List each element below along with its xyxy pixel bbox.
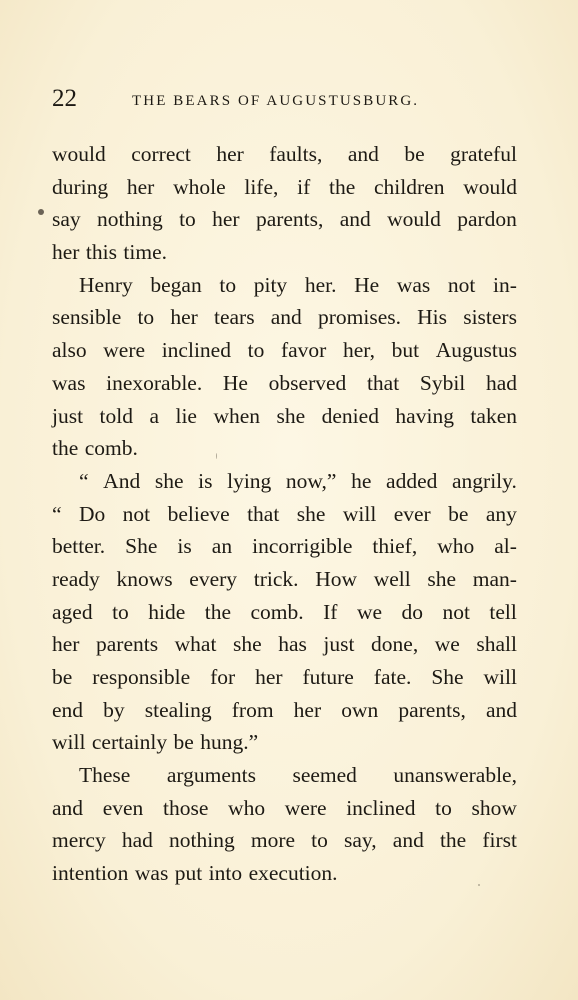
text-line: mercy had nothing more to say, and the first xyxy=(52,828,517,853)
text-line: be responsible for her future fate. She will xyxy=(52,665,517,689)
text-line: end by stealing from her own parents, and xyxy=(52,697,517,722)
ink-speck xyxy=(38,209,44,215)
text-line: intention was put into execution. xyxy=(52,861,338,886)
text-line: was inexorable. He observed that Sybil had xyxy=(52,370,517,395)
text-line: Henry began to pity her. He was not in- xyxy=(79,272,517,297)
ink-speck xyxy=(478,884,480,886)
text-line: aged to hide the comb. If we do not tell xyxy=(52,599,517,624)
text-line: better. She is an incorrigible thief, who al- xyxy=(52,534,517,559)
text-line: sensible to her tears and promises. His sisters xyxy=(52,305,517,330)
text-line: “ Do not believe that she will ever be any xyxy=(52,501,517,526)
text-line: during her whole life, if the children would xyxy=(52,174,517,199)
text-line: the comb. xyxy=(52,436,138,461)
text-line: ready knows every trick. How well she man- xyxy=(52,566,517,591)
text-line: These arguments seemed unanswerable, xyxy=(79,763,517,788)
text-line: will certainly be hung.” xyxy=(52,730,259,755)
text-line: say nothing to her parents, and would pardon xyxy=(52,207,517,232)
text-line: would correct her faults, and be grateful xyxy=(52,142,517,166)
page-header xyxy=(52,84,522,114)
text-line: her this time. xyxy=(52,240,167,265)
page-number: 22 xyxy=(52,85,77,112)
text-line: her parents what she has just done, we shall xyxy=(52,632,517,657)
text-line: just told a lie when she denied having taken xyxy=(52,403,517,428)
text-line: “ And she is lying now,” he added angrily. xyxy=(79,468,517,493)
body-text xyxy=(52,138,517,890)
ink-speck xyxy=(216,453,217,459)
running-title: THE BEARS OF AUGUSTUSBURG. xyxy=(132,93,420,109)
text-line: and even those who were inclined to show xyxy=(52,795,517,820)
text-line: also were inclined to favor her, but Augustus xyxy=(52,338,517,363)
